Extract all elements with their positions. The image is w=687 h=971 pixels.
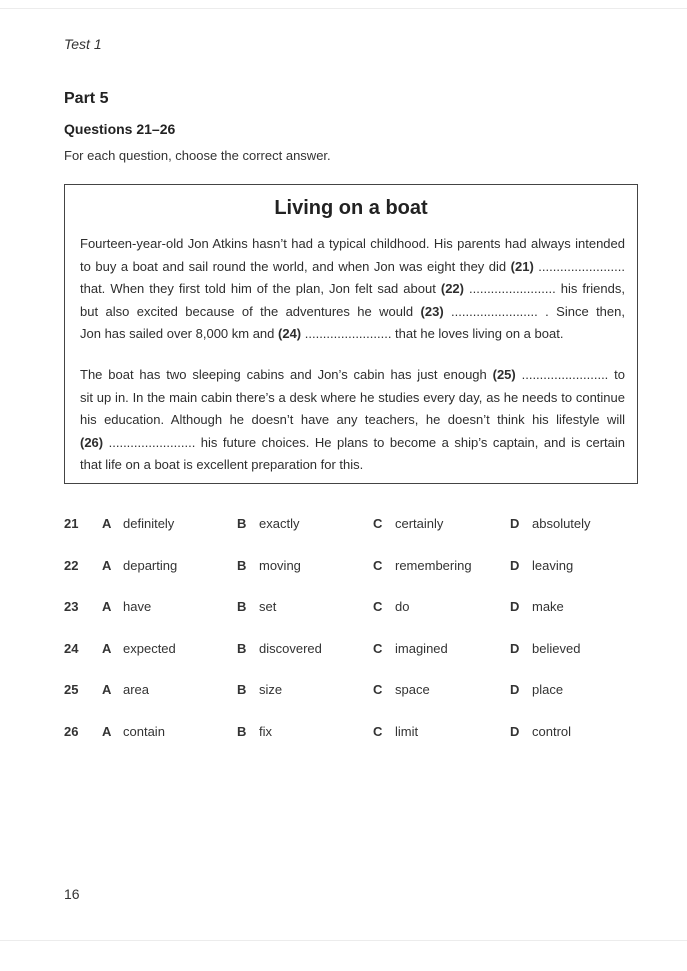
article-line [80,364,625,387]
gap-number: (23) [420,303,444,319]
question-number: 24 [64,640,79,656]
option-letter[interactable]: B [237,682,247,697]
top-divider [0,8,687,9]
option-letter[interactable]: D [510,723,520,739]
line-text-after-gap: ........................ his friends, [463,281,625,297]
answer-options [64,516,644,765]
question-number: 26 [64,723,79,739]
option-letter[interactable]: B [237,557,247,573]
option-letter[interactable]: C [373,723,383,739]
option-letter[interactable]: C [373,599,383,614]
article-line [80,301,625,324]
option-letter[interactable]: C [373,557,383,573]
option-word[interactable]: contain [123,723,165,739]
option-letter[interactable]: D [510,682,520,697]
option-letter[interactable]: C [373,640,383,656]
option-word[interactable]: definitely [123,516,175,531]
option-letter[interactable]: A [102,682,112,697]
option-word[interactable]: exactly [259,516,300,531]
option-word[interactable]: area [123,682,150,697]
option-letter[interactable]: D [510,599,520,614]
gap-number: (26) [80,434,104,450]
question-row [64,599,644,641]
option-letter[interactable]: C [373,682,383,697]
question-row [64,724,644,766]
option-word[interactable]: control [532,723,572,739]
line-text-after-gap: ........................ his future choices. He plans to become a ship’s captain, and is certain [103,434,625,450]
option-word[interactable]: believed [532,640,581,656]
article-line [80,454,625,477]
line-text-after-gap: ........................ that he loves living on a boat. [301,326,564,342]
option-word[interactable]: limit [395,723,419,739]
option-letter[interactable]: A [102,557,112,573]
question-row [64,641,644,683]
option-letter[interactable]: B [237,516,247,531]
question-number: 25 [64,682,79,697]
line-text: but also excited because of the adventures he would [80,303,421,319]
option-letter[interactable]: B [237,723,247,739]
gap-number: (25) [492,367,516,382]
option-letter[interactable]: A [102,640,112,656]
option-word[interactable]: certainly [395,516,444,531]
page-number: 16 [64,886,80,902]
option-letter[interactable]: A [102,516,112,531]
option-word[interactable]: discovered [259,640,322,656]
gap-number: (21) [510,258,534,274]
option-word[interactable]: absolutely [532,516,591,531]
line-text-after-gap: ........................ . Since then, [443,303,625,319]
option-word[interactable]: remembering [395,557,472,573]
gap-number: (24) [278,326,302,342]
option-word[interactable]: moving [259,557,301,573]
line-text: The boat has two sleeping cabins and Jon’s cabin has just enough [80,367,493,382]
option-word[interactable]: imagined [395,640,448,656]
article-line [80,409,625,432]
article-line [80,233,625,256]
question-number: 21 [64,516,79,531]
question-row [64,558,644,600]
line-text-after-gap: ........................ to [515,367,625,382]
article-title: Living on a boat [274,197,428,219]
questions-range: Questions 21–26 [64,121,176,137]
option-word[interactable]: place [532,682,564,697]
line-text: that. When they first told him of the plan, Jon felt sad about [80,281,441,297]
option-letter[interactable]: B [237,599,247,614]
line-text: that life on a boat is excellent preparation for this. [80,457,364,473]
option-letter[interactable]: D [510,516,520,531]
reading-text-box [64,184,638,484]
instruction-text: For each question, choose the correct answer. [64,148,331,163]
article-line [80,323,625,346]
line-text: to buy a boat and sail round the world, and when Jon was eight they did [80,258,511,274]
option-word[interactable]: fix [259,723,272,739]
option-word[interactable]: have [123,599,152,614]
line-text-after-gap: ........................ [533,258,625,274]
article-paragraph-1 [80,233,625,346]
question-number: 23 [64,599,79,614]
option-letter[interactable]: B [237,640,247,656]
option-letter[interactable]: D [510,557,520,573]
part-title: Part 5 [64,90,109,107]
question-row [64,682,644,724]
option-word[interactable]: set [259,599,277,614]
option-word[interactable]: do [395,599,410,614]
option-word[interactable]: space [395,682,430,697]
article-line [80,278,625,301]
article-line [80,256,625,279]
article-line [80,387,625,410]
option-word[interactable]: departing [123,557,178,573]
test-label: Test 1 [64,36,102,52]
option-letter[interactable]: A [102,723,112,739]
question-row [64,516,644,558]
option-letter[interactable]: D [510,640,520,656]
article-paragraph-2 [80,364,625,477]
line-text: sit up in. In the main cabin there’s a desk where he studies every day, as he needs to continue [80,389,625,405]
option-letter[interactable]: A [102,599,112,614]
option-word[interactable]: leaving [532,557,574,573]
line-text: Jon has sailed over 8,000 km and [80,326,279,342]
line-text: Fourteen-year-old Jon Atkins hasn’t had a typical childhood. His parents had always intended [80,236,625,251]
question-number: 22 [64,557,79,573]
option-letter[interactable]: C [373,516,383,531]
article-line [80,432,625,455]
option-word[interactable]: expected [123,640,176,656]
option-word[interactable]: make [532,599,564,614]
bottom-divider [0,940,687,941]
gap-number: (22) [440,281,464,297]
option-word[interactable]: size [259,682,283,697]
line-text: his education. Although he doesn’t have any teachers, he doesn’t think his lifestyle will [80,412,625,428]
